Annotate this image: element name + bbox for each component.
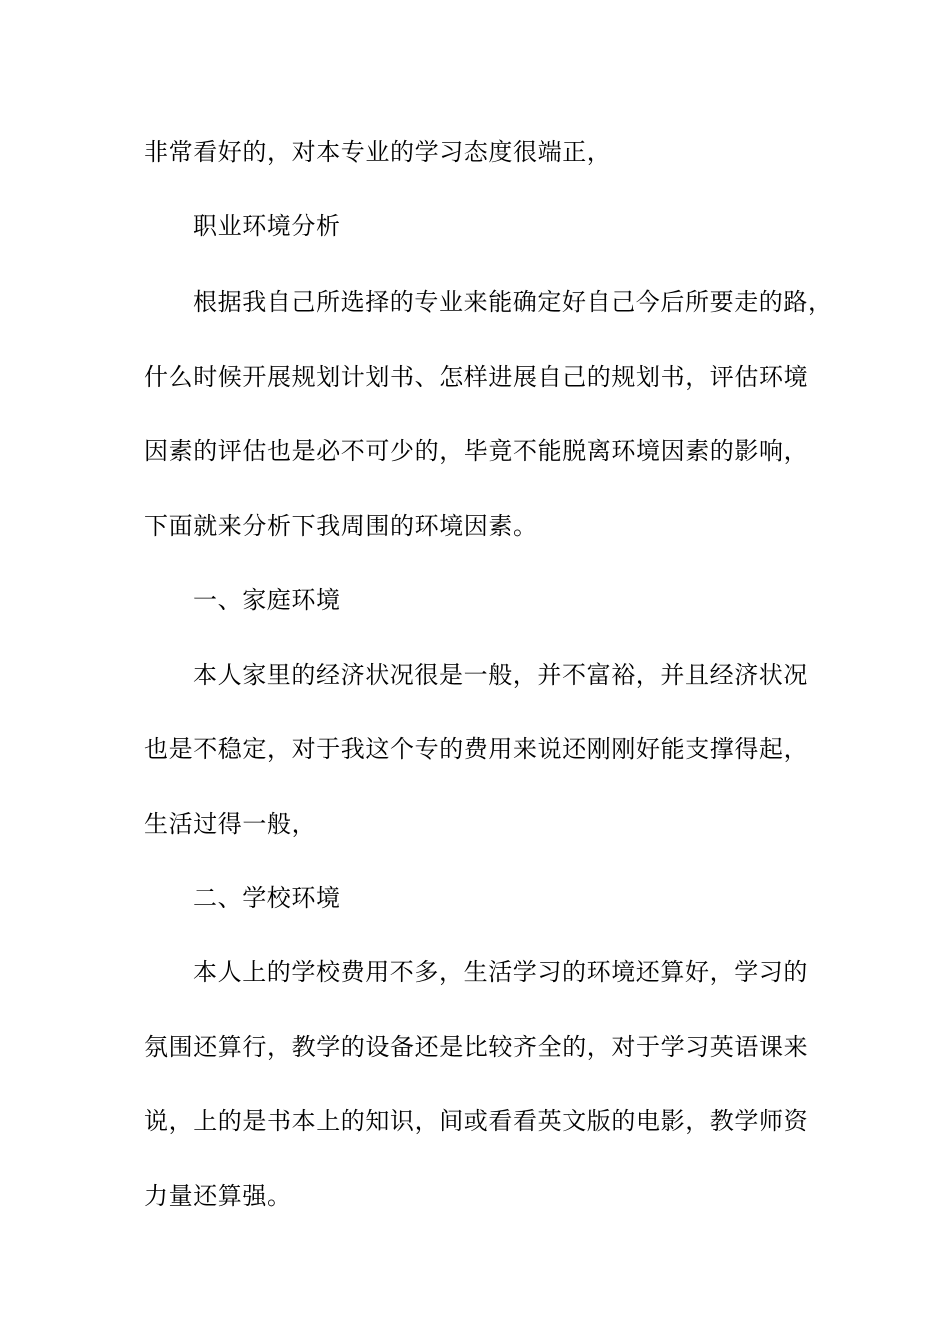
body-text-line: 生活过得一般，	[144, 810, 317, 838]
body-text-line: 也是不稳定，对于我这个专的费用来说还刚刚好能支撑得起，	[144, 735, 809, 763]
paragraph-first-line: 本人上的学校费用不多，生活学习的环境还算好，学习的	[193, 958, 808, 986]
section-heading: 职业环境分析	[193, 212, 341, 240]
body-text-line: 非常看好的，对本专业的学习态度很端正，	[144, 138, 612, 166]
paragraph-first-line: 本人家里的经济状况很是一般，并不富裕，并且经济状况	[193, 661, 808, 689]
body-text-line: 说，上的是书本上的知识，间或看看英文版的电影，教学师资	[144, 1107, 809, 1135]
body-text-line: 什么时候开展规划计划书、怎样进展自己的规划书，评估环境	[144, 363, 809, 391]
body-text-line: 因素的评估也是必不可少的，毕竟不能脱离环境因素的影响，	[144, 437, 809, 465]
section-heading: 二、学校环境	[193, 884, 341, 912]
body-text-line: 氛围还算行，教学的设备还是比较齐全的，对于学习英语课来	[144, 1033, 809, 1061]
section-heading: 一、家庭环境	[193, 586, 341, 614]
body-text-line: 下面就来分析下我周围的环境因素。	[144, 512, 538, 540]
paragraph-first-line: 根据我自己所选择的专业来能确定好自己今后所要走的路，	[193, 288, 833, 316]
body-text-line: 力量还算强。	[144, 1182, 292, 1210]
